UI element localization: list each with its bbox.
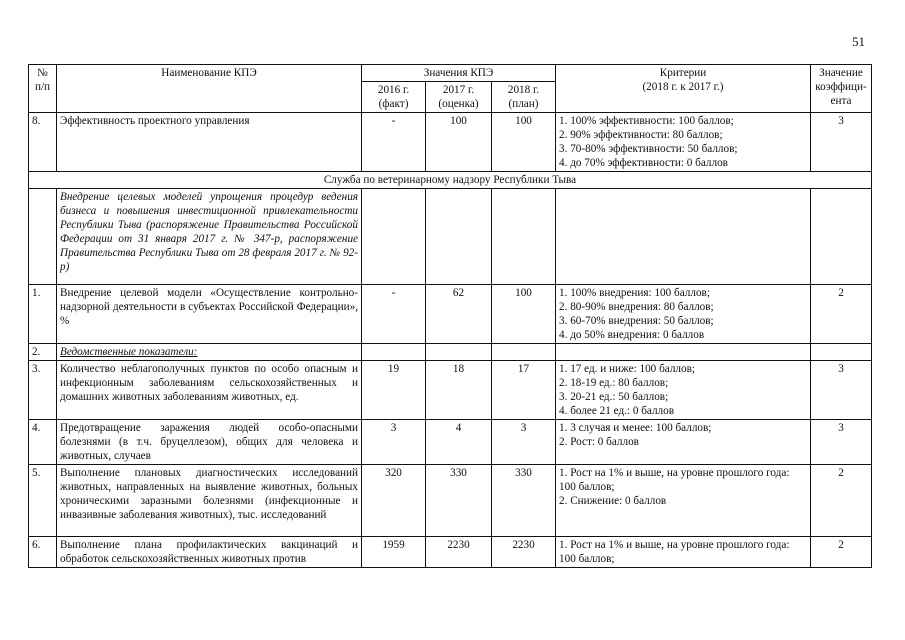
row-value-2017: 4 — [426, 420, 492, 465]
header-2017: 2017 г. (оценка) — [426, 82, 492, 113]
row-coef: 3 — [811, 361, 872, 420]
criteria-line: 1. 17 ед. и ниже: 100 баллов; — [559, 363, 695, 375]
row-value-2016: 19 — [362, 361, 426, 420]
row-value-2016: 3 — [362, 420, 426, 465]
row-value-2017: 330 — [426, 465, 492, 537]
row-coef: 2 — [811, 537, 872, 568]
criteria-line: 1. Рост на 1% и выше, на уровне прошлого года: 100 баллов; — [559, 539, 790, 565]
row-criteria — [556, 465, 811, 537]
row-criteria — [556, 420, 811, 465]
row-coef: 3 — [811, 113, 872, 172]
intro-row — [29, 189, 872, 285]
row-value-2017: 62 — [426, 285, 492, 344]
section-row — [29, 172, 872, 189]
row-num: 8. — [29, 113, 57, 172]
criteria-line: 2. 90% эффективности: 80 баллов; — [559, 129, 723, 141]
header-2016: 2016 г. (факт) — [362, 82, 426, 113]
row-num: 5. — [29, 465, 57, 537]
table-row — [29, 113, 872, 172]
table-row — [29, 344, 872, 361]
row-value-2017: 2230 — [426, 537, 492, 568]
row-criteria — [556, 285, 811, 344]
row-num: 6. — [29, 537, 57, 568]
criteria-line: 4. до 70% эффективности: 0 баллов — [559, 157, 728, 169]
row-coef: 2 — [811, 285, 872, 344]
criteria-line: 3. 60-70% внедрения: 50 баллов; — [559, 315, 714, 327]
header-criteria: Критерии (2018 г. к 2017 г.) — [556, 65, 811, 113]
criteria-line: 3. 20-21 ед.: 50 баллов; — [559, 391, 669, 403]
row-name: Выполнение плановых диагностических исследований животных, направленных на выявление животных, больных хроническими заразными болезнями (инфекционные и инвазивные заболевания животных), тыс. исследований — [57, 465, 362, 537]
row-value-2016: - — [362, 285, 426, 344]
header-row — [29, 65, 872, 82]
row-name: Эффективность проектного управления — [57, 113, 362, 172]
criteria-line: 4. до 50% внедрения: 0 баллов — [559, 329, 705, 341]
criteria-line: 1. 100% внедрения: 100 баллов; — [559, 287, 710, 299]
row-num: 3. — [29, 361, 57, 420]
row-num: 2. — [29, 344, 57, 361]
criteria-line: 2. Снижение: 0 баллов — [559, 495, 667, 507]
row-value-2017: 18 — [426, 361, 492, 420]
row-criteria — [556, 537, 811, 568]
row-value-2018: 17 — [492, 361, 556, 420]
row-num: 1. — [29, 285, 57, 344]
row-num: 4. — [29, 420, 57, 465]
criteria-line: 1. 100% эффективности: 100 баллов; — [559, 115, 734, 127]
criteria-line: 2. Рост: 0 баллов — [559, 436, 639, 448]
row-coef: 3 — [811, 420, 872, 465]
row-value-2016: 320 — [362, 465, 426, 537]
criteria-line: 1. 3 случая и менее: 100 баллов; — [559, 422, 712, 434]
header-coef: Значение коэффици- ента — [811, 65, 872, 113]
header-values: Значения КПЭ — [362, 65, 556, 82]
header-2018: 2018 г. (план) — [492, 82, 556, 113]
header-num: № п/п — [29, 65, 57, 113]
row-value-2018: 2230 — [492, 537, 556, 568]
table-row — [29, 420, 872, 465]
row-value-2018: 100 — [492, 113, 556, 172]
row-coef: 2 — [811, 465, 872, 537]
row-value-2016: - — [362, 113, 426, 172]
table-row — [29, 361, 872, 420]
kpe-table — [28, 64, 872, 568]
row-value-2018: 100 — [492, 285, 556, 344]
table-row — [29, 537, 872, 568]
row-value-2018: 3 — [492, 420, 556, 465]
row-value-2017: 100 — [426, 113, 492, 172]
row-value-2018: 330 — [492, 465, 556, 537]
header-name: Наименование КПЭ — [57, 65, 362, 113]
criteria-line: 1. Рост на 1% и выше, на уровне прошлого года: 100 баллов; — [559, 467, 790, 493]
row-criteria — [556, 361, 811, 420]
row-criteria — [556, 113, 811, 172]
row-name: Количество неблагополучных пунктов по особо опасным и инфекционным заболеваниям сельскохозяйственных и домашних животных заболеваниям животных, ед. — [57, 361, 362, 420]
page-number: 51 — [852, 34, 865, 49]
intro-text: Внедрение целевых моделей упрощения процедур ведения бизнеса и повышения инвестиционной привлекательности Республики Тыва (распоряжение Правительства Российской Федерации от 31 января 2017 г. № 347-р, распоряжение Правительства Республики Тыва от 28 февраля 2017 г. № 92-р) — [57, 189, 362, 285]
table-row — [29, 285, 872, 344]
criteria-line: 4. более 21 ед.: 0 баллов — [559, 405, 675, 417]
criteria-line: 3. 70-80% эффективности: 50 баллов; — [559, 143, 738, 155]
row-name: Внедрение целевой модели «Осуществление контрольно-надзорной деятельности в субъектах Российской Федерации», % — [57, 285, 362, 344]
section-title: Служба по ветеринарному надзору Республики Тыва — [29, 172, 872, 189]
row-value-2016: 1959 — [362, 537, 426, 568]
row-name: Выполнение плана профилактических вакцинаций и обработок сельскохозяйственных животных против — [57, 537, 362, 568]
criteria-line: 2. 18-19 ед.: 80 баллов; — [559, 377, 669, 389]
row-name: Предотвращение заражения людей особо-опасными болезнями (в т.ч. бруцеллезом), общих для человека и животных, случаев — [57, 420, 362, 465]
table-row — [29, 465, 872, 537]
criteria-line: 2. 80-90% внедрения: 80 баллов; — [559, 301, 714, 313]
row-name: Ведомственные показатели: — [57, 344, 362, 361]
